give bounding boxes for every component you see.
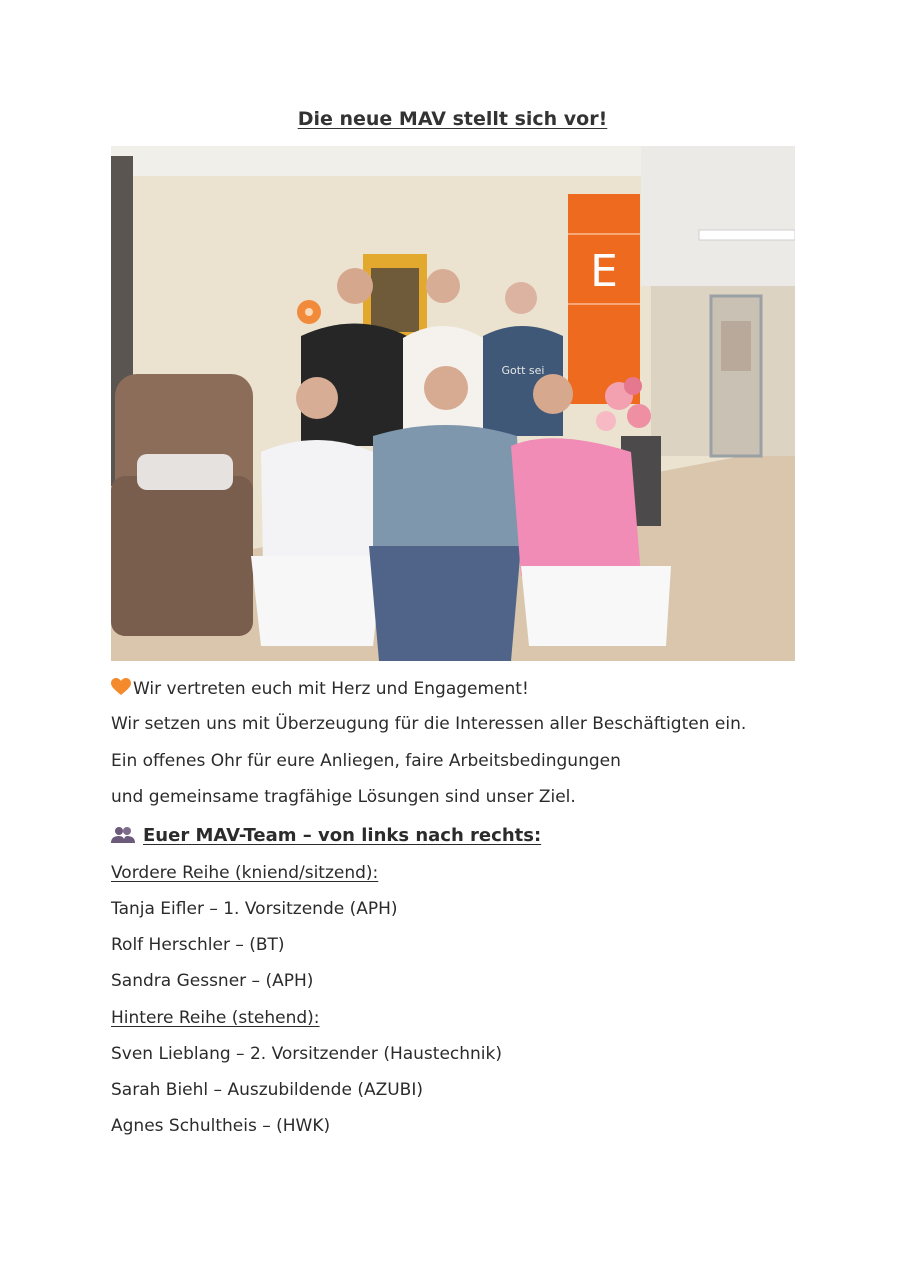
- intro-line-3: Ein offenes Ohr für eure Anliegen, faire Arbeitsbedingungen: [111, 751, 621, 771]
- orange-heart-icon: [111, 678, 133, 701]
- front-row-member: Tanja Eifler – 1. Vorsitzende (APH): [111, 899, 398, 919]
- intro-line-1: Wir vertreten euch mit Herz und Engagement!: [111, 678, 529, 701]
- back-row-member: Sven Lieblang – 2. Vorsitzender (Haustechnik): [111, 1044, 502, 1064]
- page-title: Die neue MAV stellt sich vor!: [297, 108, 608, 130]
- back-row-label: Hintere Reihe (stehend):: [111, 1008, 320, 1028]
- front-row-member: Sandra Gessner – (APH): [111, 971, 314, 991]
- intro-line-2: Wir setzen uns mit Überzeugung für die Interessen aller Beschäftigten ein.: [111, 714, 747, 734]
- shirt-text: Gott sei: [501, 364, 545, 377]
- team-photo: [111, 146, 795, 661]
- front-row-label: Vordere Reihe (kniend/sitzend):: [111, 863, 379, 883]
- team-heading: Euer MAV-Team – von links nach rechts:: [111, 826, 541, 849]
- sign-letter: E: [590, 246, 618, 297]
- front-row-member: Rolf Herschler – (BT): [111, 935, 285, 955]
- back-row-member: Sarah Biehl – Auszubildende (AZUBI): [111, 1080, 423, 1100]
- back-row-member: Agnes Schultheis – (HWK): [111, 1116, 331, 1136]
- intro-line-4: und gemeinsame tragfähige Lösungen sind unser Ziel.: [111, 787, 576, 807]
- people-silhouette-icon: [111, 826, 137, 849]
